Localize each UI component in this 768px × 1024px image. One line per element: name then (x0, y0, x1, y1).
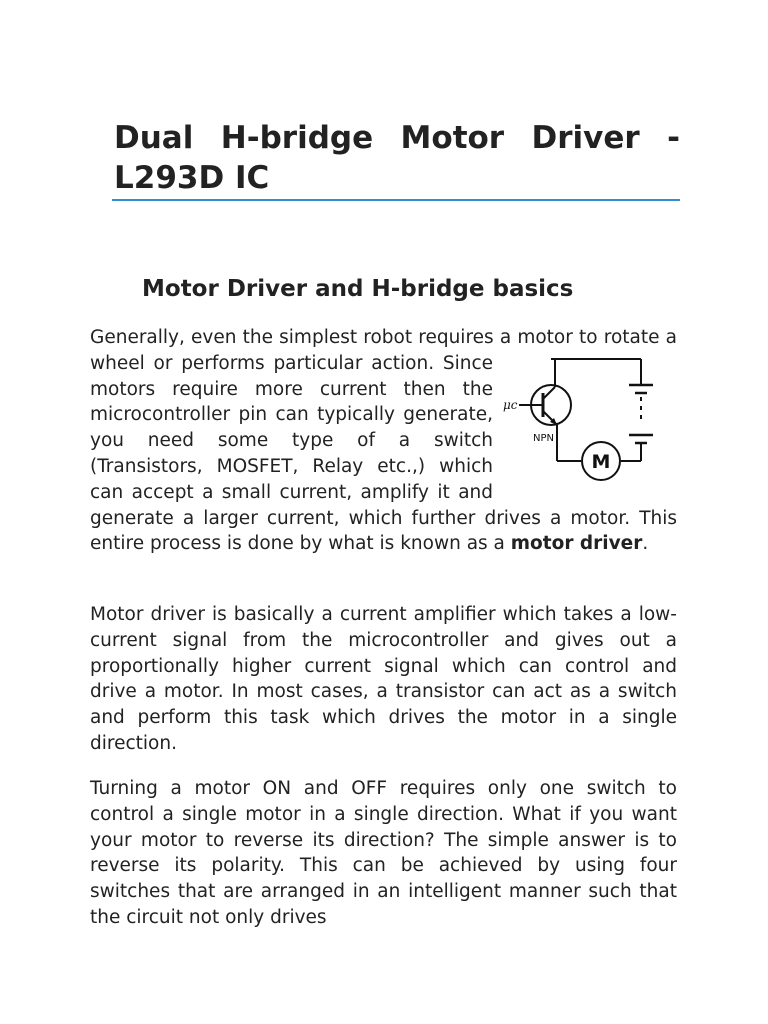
microcontroller-label: μc (503, 397, 518, 412)
circuit-svg (501, 355, 681, 485)
paragraph-1-end: . (642, 533, 649, 555)
paragraph-2: Motor driver is basically a current amplifier which takes a low-current signal from the microcontroller and gives out a proportionally higher current signal which can control and drive a motor. In most cases, a transistor can act as a switch and perform this task which drives the motor in a single direction. (90, 604, 677, 754)
paragraph-1-first-line: Generally, even the simplest robot requires a motor to (90, 327, 598, 348)
paragraph-1 (90, 325, 677, 557)
paragraph-3: Turning a motor ON and OFF requires only one switch to control a single motor in a single direction. What if you want your motor to reverse its direction? The simple answer is to reverse its polarity. This can be achieved by using four switches that are arranged in an intelligent manner such that the circuit not only drives (90, 778, 677, 928)
title-line-1: Dual H-bridge Motor Driver - (114, 120, 680, 156)
paragraph-1-text: rotate a wheel or performs particular action. Since motors require more current then the microcontroller pin can typically generate, you need some type of a switch (Transistors, MOSFET, Relay etc.,) which can accept a small current, amplify it and generate a larger current, which further drives a motor. This entire process is done by what is known as a (90, 327, 677, 555)
section-heading: Motor Driver and H-bridge basics (142, 276, 574, 302)
document-title (114, 118, 680, 198)
title-line-2: L293D IC (114, 160, 270, 196)
transistor-motor-circuit-diagram (501, 355, 681, 485)
motor-driver-term: motor driver (510, 533, 643, 555)
motor-label: M (591, 450, 611, 473)
npn-label: NPN (533, 432, 554, 444)
title-underline (112, 199, 680, 201)
